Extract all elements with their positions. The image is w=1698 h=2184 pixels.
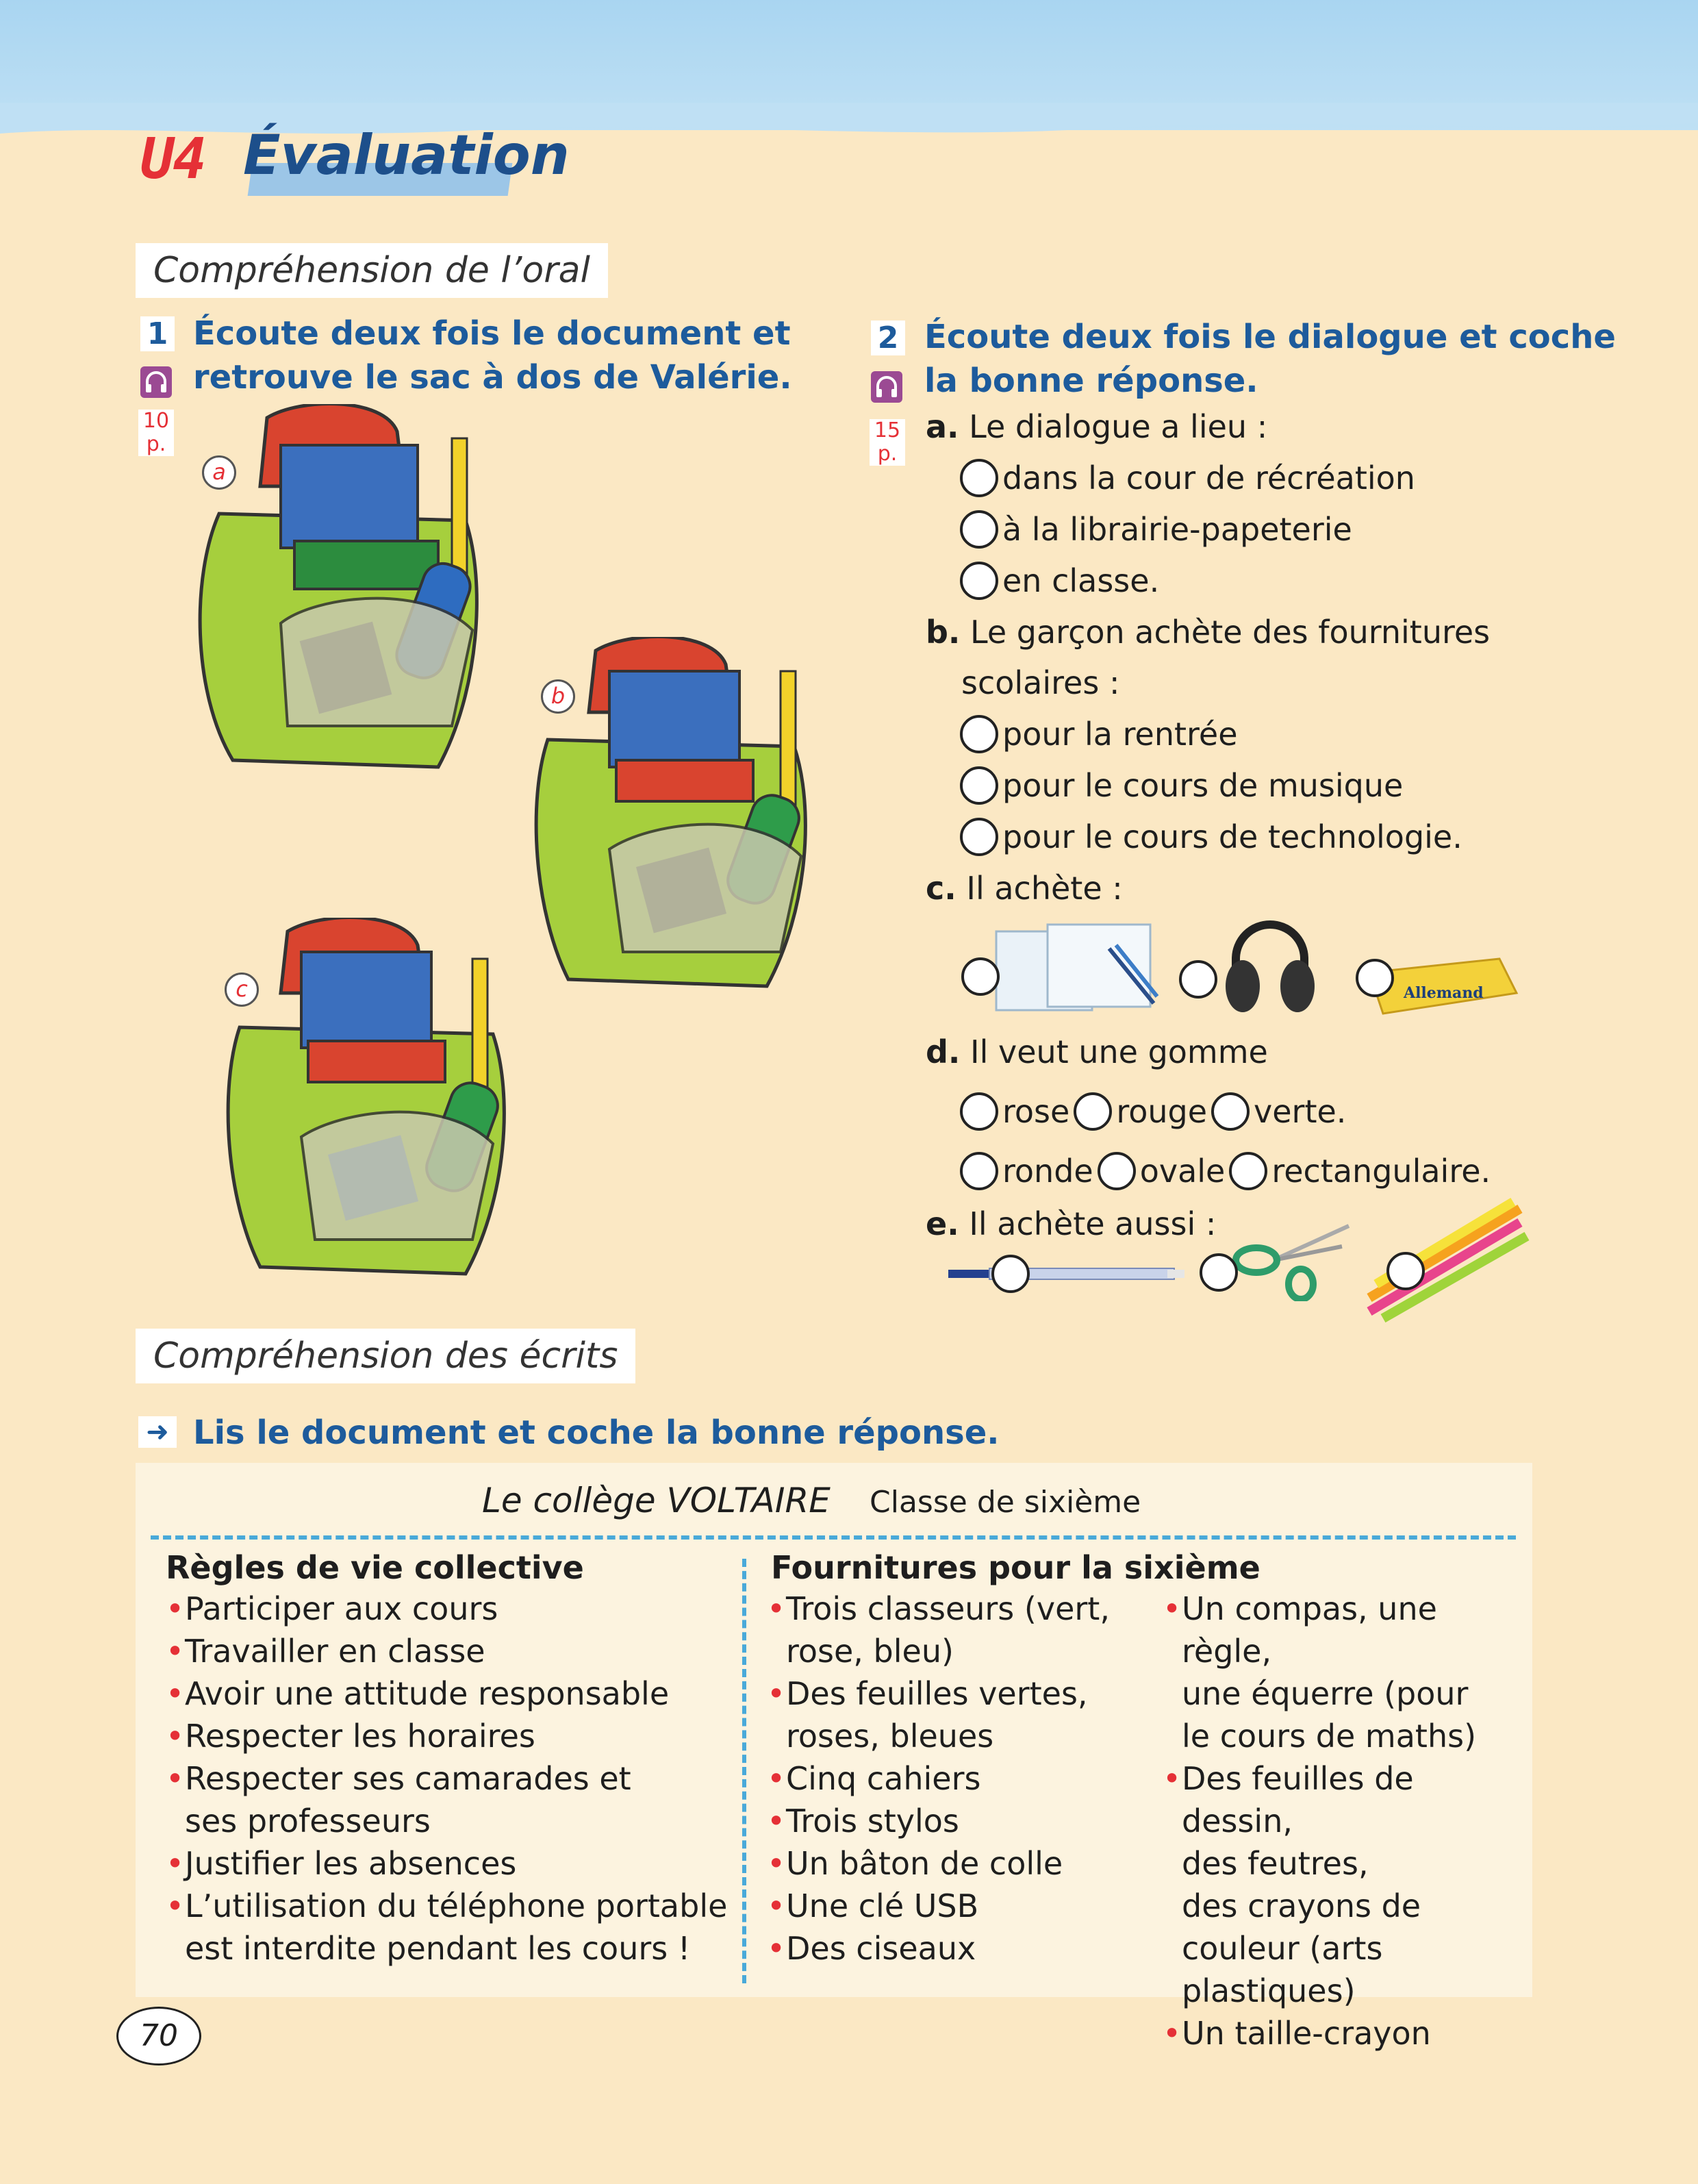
q2b-option-1-label: pour la rentrée: [1002, 716, 1238, 753]
q2a-option-2[interactable]: [960, 510, 1352, 549]
page-title-text: Évaluation: [243, 123, 570, 187]
q2c-option-dictionary[interactable]: [1356, 959, 1394, 997]
q2b-option-3[interactable]: [960, 818, 1462, 856]
headphones-icon: [140, 366, 172, 398]
q2-points: [870, 419, 905, 466]
q2-text: [924, 315, 1616, 403]
scissors-image: [1226, 1219, 1356, 1301]
ecrit-instruction: Lis le document et coche la bonne réponse.: [193, 1414, 1000, 1452]
page-title: [243, 123, 570, 187]
q2e-text: Il achète aussi :: [969, 1205, 1217, 1242]
q2-points-unit: p.: [877, 442, 898, 466]
supply-item: • Un taille-crayon: [1163, 2012, 1532, 2055]
rules-list: [166, 1587, 727, 1970]
rules-title: Règles de vie collective: [166, 1549, 584, 1586]
headphones-icon: [871, 371, 902, 403]
checkbox-circle[interactable]: [960, 1092, 998, 1131]
supply-item: • Un bâton de colle: [767, 1842, 1110, 1885]
q2d-color-1: rose: [1002, 1093, 1070, 1130]
arrow-icon: ➜: [138, 1416, 177, 1448]
q2d-shape-3: rectangulaire.: [1271, 1153, 1491, 1190]
q2a-option-3-label: en classe.: [1002, 562, 1160, 599]
q2-points-num: 15: [874, 418, 901, 442]
checkbox-circle[interactable]: [960, 766, 998, 805]
supply-item: • Trois classeurs (vert,: [767, 1587, 1110, 1630]
q2b-option-1[interactable]: [960, 715, 1238, 753]
supply-item: • Trois stylos: [767, 1800, 1110, 1842]
supply-item-cont: plastiques): [1182, 1972, 1356, 2009]
checkbox-circle[interactable]: [1211, 1092, 1250, 1131]
doc-subtitle: Classe de sixième: [870, 1485, 1141, 1520]
q2b-text-line1: Le garçon achète des fournitures: [970, 614, 1491, 651]
pen-image: [948, 1260, 1188, 1288]
supply-item: • Un compas, une règle,: [1163, 1587, 1532, 1672]
section-title-oral: Compréhension de l’oral: [136, 243, 608, 298]
q1-text-line2: retrouve le sac à dos de Valérie.: [193, 358, 792, 397]
rule-item: • Participer aux cours: [166, 1587, 727, 1630]
q2-text-line2: la bonne réponse.: [924, 362, 1258, 400]
q2d-shapes: [960, 1152, 1491, 1190]
q2c-option-headphones[interactable]: [1179, 960, 1217, 999]
unit-label: U4: [140, 127, 205, 192]
q2-number: 2: [871, 321, 905, 355]
rule-item: • Respecter les horaires: [166, 1715, 727, 1757]
q1-points-num: 10: [142, 409, 170, 433]
checkbox-circle[interactable]: [1074, 1092, 1112, 1131]
backpack-b-letter: b: [541, 679, 575, 714]
q2d-colors: [960, 1092, 1346, 1131]
q2e-option-markers[interactable]: [1386, 1252, 1425, 1290]
q2d-label: d.: [926, 1033, 961, 1070]
q2c-label: c.: [926, 870, 956, 907]
backpack-c-letter: c: [225, 972, 259, 1007]
q2c-question: [926, 867, 1123, 909]
q2d-text: Il veut une gomme: [970, 1033, 1268, 1070]
supply-item: • Des feuilles vertes,: [767, 1672, 1110, 1715]
q2b-option-2[interactable]: [960, 766, 1403, 805]
q1-text-line1: Écoute deux fois le document et: [193, 314, 791, 353]
q2b-option-2-label: pour le cours de musique: [1002, 767, 1404, 804]
supply-item-cont: des crayons de: [1182, 1887, 1421, 1924]
supply-item: • Des feuilles de dessin,: [1163, 1757, 1532, 1842]
supply-item-cont: le cours de maths): [1182, 1718, 1477, 1755]
rule-item-cont: est interdite pendant les cours !: [185, 1930, 691, 1967]
q2b-label: b.: [926, 614, 961, 651]
headphones-image: [1219, 911, 1321, 1020]
rule-item: • L’utilisation du téléphone portable: [166, 1885, 727, 1927]
supplies-title: Fournitures pour la sixième: [771, 1549, 1260, 1586]
dictionary-label: Allemand: [1404, 984, 1484, 1002]
q2d-question: [926, 1031, 1268, 1073]
q2a-question: [926, 405, 1267, 448]
checkbox-circle[interactable]: [960, 459, 998, 497]
q2b-option-3-label: pour le cours de technologie.: [1002, 818, 1462, 855]
notebooks-image: [993, 921, 1164, 1017]
checkbox-circle[interactable]: [960, 510, 998, 549]
rule-item: • Respecter ses camarades et: [166, 1757, 727, 1800]
supply-item-cont: roses, bleues: [786, 1718, 994, 1755]
q1-points-unit: p.: [146, 432, 166, 456]
supply-item-cont: des feutres,: [1182, 1845, 1369, 1882]
q2d-shape-2: ovale: [1139, 1153, 1226, 1190]
q2a-text: Le dialogue a lieu :: [969, 408, 1268, 445]
checkbox-circle[interactable]: [960, 562, 998, 600]
q2d-color-3: verte.: [1254, 1093, 1347, 1130]
supply-item-cont: une équerre (pour: [1182, 1675, 1469, 1712]
q1-text: [193, 312, 792, 399]
q2e-option-scissors[interactable]: [1200, 1253, 1238, 1292]
backpack-a-letter: a: [202, 455, 236, 490]
rule-item: • Travailler en classe: [166, 1630, 727, 1672]
rule-item: • Justifier les absences: [166, 1842, 727, 1885]
q2b-question: [926, 611, 1490, 704]
checkbox-circle[interactable]: [1229, 1152, 1267, 1190]
supply-item-cont: rose, bleu): [786, 1633, 954, 1670]
q2e-label: e.: [926, 1205, 959, 1242]
doc-title: Le collège VOLTAIRE: [482, 1481, 831, 1520]
supplies-list-1: [767, 1587, 1110, 1970]
supplies-list-2: [1163, 1587, 1532, 2055]
q2e-question: [926, 1203, 1216, 1245]
checkbox-circle[interactable]: [960, 715, 998, 753]
supply-item-cont: couleur (arts: [1182, 1930, 1383, 1967]
q2-text-line1: Écoute deux fois le dialogue et coche: [924, 318, 1616, 356]
rule-item: • Avoir une attitude responsable: [166, 1672, 727, 1715]
checkbox-circle[interactable]: [960, 818, 998, 856]
backpack-c-image: [212, 918, 541, 1288]
q2d-color-2: rouge: [1116, 1093, 1208, 1130]
q2a-option-2-label: à la librairie-papeterie: [1002, 511, 1352, 548]
checkbox-circle[interactable]: [1098, 1152, 1136, 1190]
q2e-option-pen[interactable]: [991, 1255, 1030, 1293]
q2b-text-line2: scolaires :: [961, 664, 1120, 701]
rule-item-cont: ses professeurs: [185, 1803, 431, 1840]
q2d-shape-1: ronde: [1002, 1153, 1093, 1190]
page-number: 70: [116, 2007, 201, 2066]
supply-item: • Cinq cahiers: [767, 1757, 1110, 1800]
q2a-option-1[interactable]: [960, 459, 1415, 497]
q1-number: 1: [140, 316, 175, 351]
checkbox-circle[interactable]: [960, 1152, 998, 1190]
q2c-text: Il achète :: [966, 870, 1123, 907]
q2a-label: a.: [926, 408, 959, 445]
doc-divider: [151, 1535, 1516, 1540]
section-title-ecrit: Compréhension des écrits: [136, 1329, 635, 1383]
q1-points: [138, 410, 174, 456]
q2c-option-notebooks[interactable]: [961, 957, 1000, 996]
doc-column-divider: [742, 1559, 746, 1983]
supply-item: • Une clé USB: [767, 1885, 1110, 1927]
supply-item: • Des ciseaux: [767, 1927, 1110, 1970]
markers-image: [1363, 1195, 1534, 1325]
q2a-option-3[interactable]: [960, 562, 1159, 600]
q2a-option-1-label: dans la cour de récréation: [1002, 460, 1415, 497]
